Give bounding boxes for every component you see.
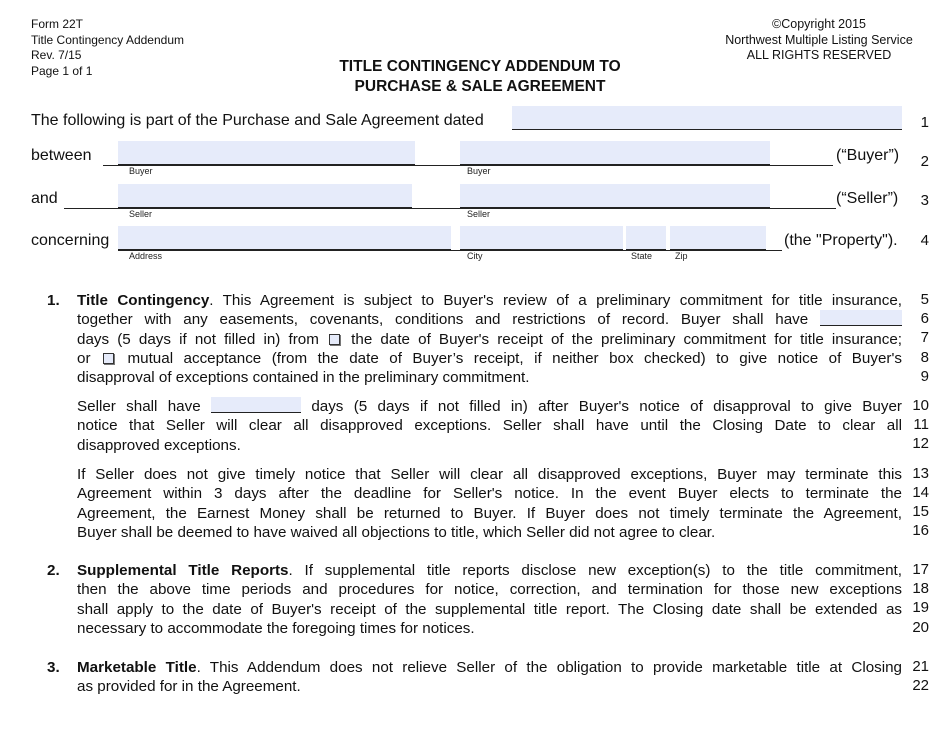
section-2-paragraph: Supplemental Title Reports. If supplemental title reports disclose new exception(s) to the title commitment, then the above time periods and procedures for notice, correction, and termination for those new exceptions shall apply to the date of Buyer's receipt of the supplemental title report. The Closing date shall be extended as necessary to accommodate the foregoing times for notices.	[77, 562, 902, 637]
buyer1-sublabel: Buyer	[129, 166, 153, 176]
form-revision: Rev. 7/15	[31, 48, 82, 62]
line-number: 8	[920, 349, 929, 366]
zip-field[interactable]	[670, 226, 766, 250]
organization-name: Northwest Multiple Listing Service	[725, 32, 913, 47]
form-header-left	[31, 17, 184, 79]
seller1-field[interactable]	[118, 184, 412, 208]
line-number: 14	[912, 484, 929, 501]
section-1-paragraph-3: If Seller does not give timely notice that Seller will clear all disapproved exceptions, Buyer may terminate this Agreement within 3 days after the deadline for Seller's notice. In the event Buyer elects to terminate the Agreement, the Earnest Money shall be returned to Buyer. If Buyer does not timely terminate the Agreement, Buyer shall be deemed to have waived all objections to title, which Seller did not agree to clear.	[77, 466, 902, 541]
line-number: 11	[913, 416, 929, 433]
line-number: 3	[920, 192, 929, 209]
section-3-number: 3.	[47, 659, 60, 676]
state-field[interactable]	[626, 226, 666, 250]
seller1-sublabel: Seller	[129, 209, 153, 219]
line-number: 1	[920, 114, 929, 131]
section-1-number: 1.	[47, 292, 60, 309]
document-title: TITLE CONTINGENCY ADDENDUM TO PURCHASE & SALE AGREEMENT	[339, 58, 621, 95]
city-sublabel: City	[467, 251, 483, 261]
line-number: 19	[912, 599, 929, 616]
section-3-paragraph: Marketable Title. This Addendum does not relieve Seller of the obligation to provide marketable title at Closing as provided for in the Agreement.	[77, 659, 902, 696]
seller-response-days-field[interactable]	[211, 397, 301, 413]
section-2-title: Supplemental Title Reports	[77, 562, 289, 579]
intro-label: The following is part of the Purchase and Sale Agreement dated	[31, 112, 484, 129]
line-number: 22	[912, 677, 929, 694]
seller-suffix: (“Seller”)	[836, 190, 899, 207]
line-number: 2	[920, 153, 929, 170]
concerning-label: concerning	[31, 232, 110, 249]
section-3-title: Marketable Title	[77, 659, 197, 676]
rights-text: ALL RIGHTS RESERVED	[746, 48, 892, 62]
between-label: between	[31, 147, 92, 164]
line-number: 4	[920, 232, 929, 249]
section-1-paragraph-1: Title Contingency. This Agreement is subject to Buyer's review of a preliminary commitment for title insurance, together with any easements, covenants, conditions and restrictions of record. Buyer shall have days (5 days if not filled in) from the date of Buyer's receipt of the preliminary commitment for title insurance; or mutual acceptance (from the date of Buyer’s receipt, if neither box checked) to give notice of Buyer's disapproval of exceptions contained in the preliminary commitment.	[77, 292, 902, 387]
address-sublabel: Address	[129, 251, 163, 261]
form-number: Form 22T	[31, 17, 84, 31]
line-number: 7	[920, 329, 929, 346]
city-field[interactable]	[460, 226, 623, 250]
line-number: 6	[920, 310, 929, 327]
form-header-right	[690, 17, 948, 64]
line-number: 16	[912, 522, 929, 539]
buyer2-field[interactable]	[460, 141, 770, 165]
buyer-suffix: (“Buyer”)	[836, 147, 900, 164]
line-number: 18	[912, 580, 929, 597]
page-indicator: Page 1 of 1	[31, 63, 93, 78]
line-number: 15	[912, 503, 929, 520]
and-label: and	[31, 190, 58, 207]
buyer-review-days-field[interactable]	[820, 310, 902, 326]
section-1-paragraph-2: Seller shall have days (5 days if not filled in) after Buyer's notice of disapproval to give Buyer notice that Seller will clear all disapproved exceptions. Seller shall have until the Closing Date to clear all disapproved exceptions.	[77, 398, 902, 454]
form-name: Title Contingency Addendum	[31, 32, 184, 47]
copyright-text: ©Copyright 2015	[772, 17, 866, 31]
seller2-field[interactable]	[460, 184, 770, 208]
section-1-title: Title Contingency	[77, 292, 210, 309]
line-number: 12	[912, 435, 929, 452]
line-number: 10	[912, 397, 929, 414]
line-number: 21	[912, 658, 929, 675]
agreement-date-field[interactable]	[512, 106, 902, 130]
property-suffix: (the "Property").	[784, 232, 898, 249]
line-number: 9	[920, 368, 929, 385]
line-number: 13	[912, 465, 929, 482]
section-2-number: 2.	[47, 562, 60, 579]
line-number: 17	[912, 561, 929, 578]
address-field[interactable]	[118, 226, 451, 250]
buyer1-field[interactable]	[118, 141, 415, 165]
buyer2-sublabel: Buyer	[467, 166, 491, 176]
line-number: 5	[920, 291, 929, 308]
preliminary-commitment-checkbox[interactable]	[329, 334, 340, 345]
line-number: 20	[912, 619, 929, 636]
seller2-sublabel: Seller	[467, 209, 491, 219]
mutual-acceptance-checkbox[interactable]	[103, 353, 114, 364]
zip-sublabel: Zip	[675, 251, 688, 261]
state-sublabel: State	[631, 251, 653, 261]
